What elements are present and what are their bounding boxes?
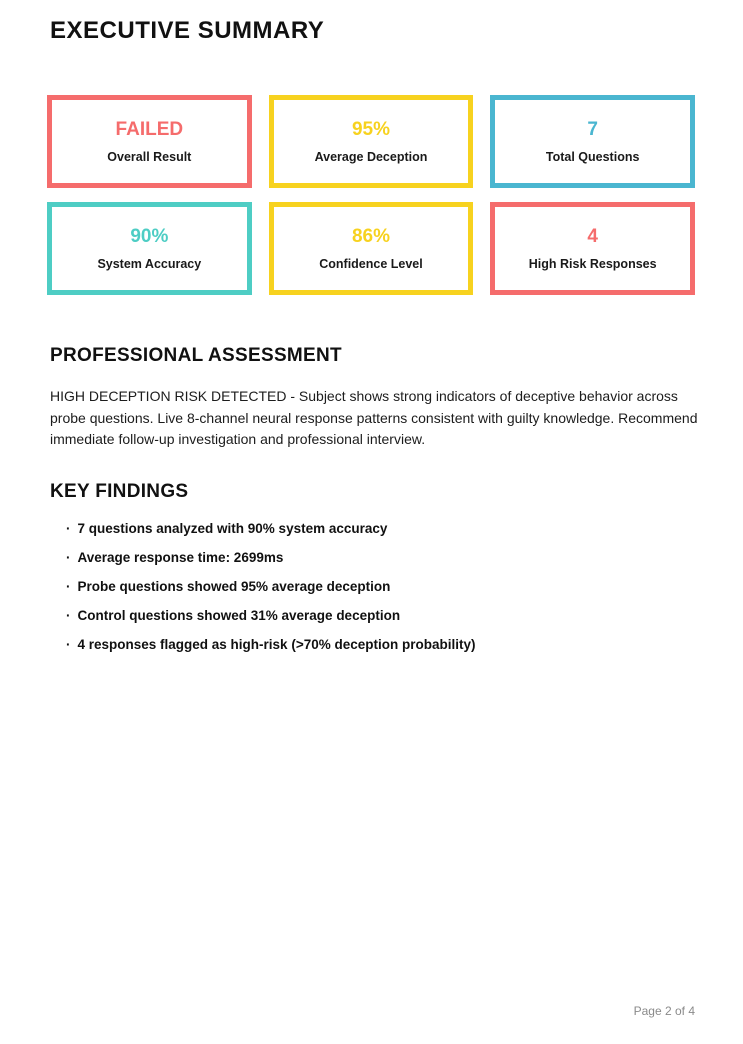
finding-text: 7 questions analyzed with 90% system accuracy xyxy=(77,521,388,536)
page-number: Page 2 of 4 xyxy=(633,1004,695,1018)
assessment-body: HIGH DECEPTION RISK DETECTED - Subject shows strong indicators of deceptive behavior across probe questions. Live 8-channel neural response patterns consistent with guilty knowledge. Recommend immediate follow-up investigation and professional interview. xyxy=(50,388,698,447)
bullet-icon: · xyxy=(66,521,71,536)
stat-value: 7 xyxy=(587,118,598,140)
bullet-icon: · xyxy=(66,550,71,565)
page-title: EXECUTIVE SUMMARY xyxy=(50,17,325,44)
stat-value: 4 xyxy=(587,225,598,247)
stat-label: Confidence Level xyxy=(319,256,423,271)
finding-item xyxy=(66,551,475,565)
finding-item xyxy=(66,609,475,623)
finding-item xyxy=(66,580,475,594)
bullet-icon: · xyxy=(66,608,71,623)
finding-text: Average response time: 2699ms xyxy=(77,550,284,565)
stat-label: Total Questions xyxy=(545,149,640,164)
bullet-icon: · xyxy=(66,637,71,652)
stat-card xyxy=(490,95,695,188)
bullet-icon: · xyxy=(66,579,71,594)
findings-heading: KEY FINDINGS xyxy=(50,481,189,502)
stat-label: High Risk Responses xyxy=(528,256,657,271)
finding-item xyxy=(66,522,475,536)
stat-value: 86% xyxy=(351,225,390,247)
stat-card xyxy=(269,95,474,188)
finding-text: Probe questions showed 95% average deception xyxy=(77,579,391,594)
stat-label: Average Deception xyxy=(314,149,428,164)
finding-text: 4 responses flagged as high-risk (>70% deception probability) xyxy=(77,637,476,652)
assessment-heading: PROFESSIONAL ASSESSMENT xyxy=(50,345,342,366)
finding-text: Control questions showed 31% average deception xyxy=(77,608,401,623)
findings-list xyxy=(66,522,475,667)
stat-card xyxy=(47,202,252,295)
stat-card xyxy=(490,202,695,295)
finding-item xyxy=(66,638,475,652)
stat-value: FAILED xyxy=(115,118,184,140)
stat-value: 90% xyxy=(130,225,169,247)
stat-card xyxy=(269,202,474,295)
stat-label: System Accuracy xyxy=(97,256,202,271)
stat-label: Overall Result xyxy=(107,149,192,164)
stat-card xyxy=(47,95,252,188)
stat-value: 95% xyxy=(351,118,390,140)
stats-grid xyxy=(47,95,695,295)
